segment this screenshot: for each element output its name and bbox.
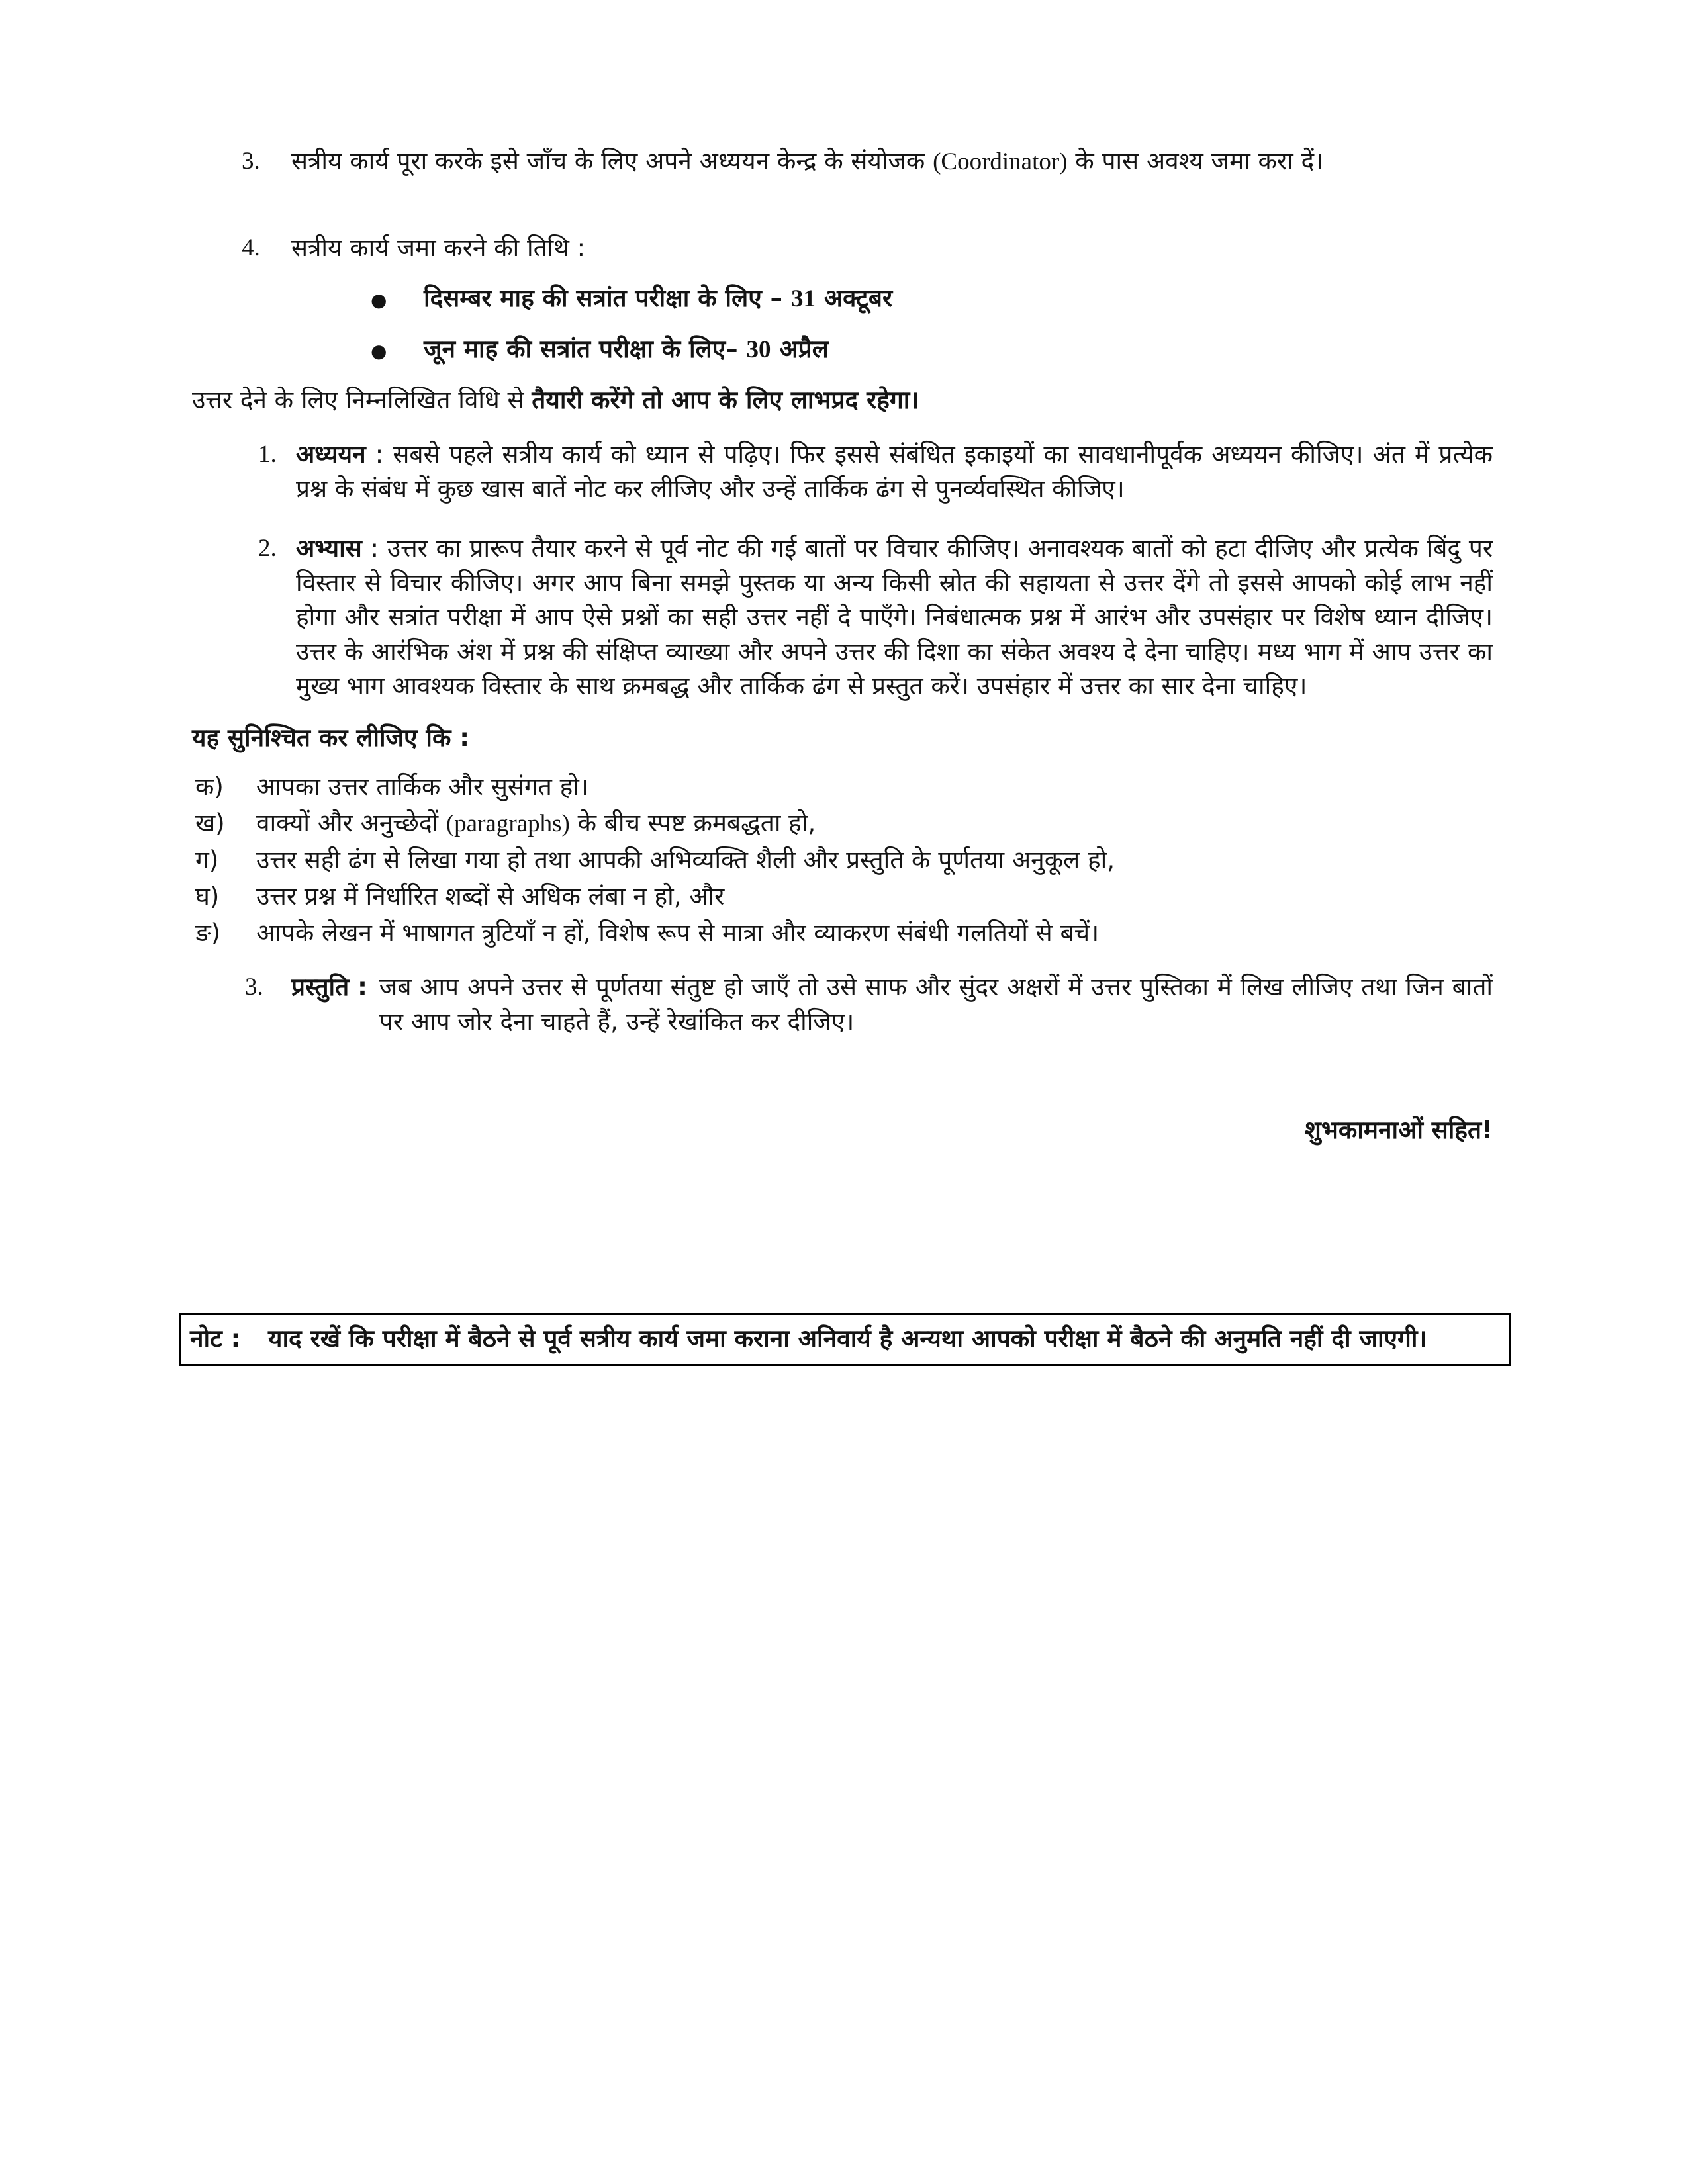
step-1-number: 1. bbox=[258, 441, 277, 468]
date-text: जून माह की सत्रांत परीक्षा के लिए– bbox=[424, 335, 747, 363]
step-2-separator: : bbox=[361, 534, 387, 563]
checklist-letter: ग) bbox=[195, 846, 219, 874]
item-4-number: 4. bbox=[242, 234, 260, 261]
checklist-letter: क) bbox=[195, 772, 224, 801]
note-body: याद रखें कि परीक्षा में बैठने से पूर्व सत्रीय कार्य जमा कराना अनिवार्य है अन्यथा आपको परीक्षा में बैठने की अनुमति नहीं दी जाएगी। bbox=[268, 1324, 1427, 1353]
step-1-label: अध्ययन bbox=[296, 440, 366, 469]
study-step-2 bbox=[258, 531, 1493, 704]
item-3-text bbox=[291, 144, 1493, 179]
bullet-icon: ● bbox=[371, 289, 387, 311]
date-number: 30 bbox=[746, 336, 771, 363]
checklist-item-ga bbox=[195, 843, 1493, 878]
submission-date-june-text bbox=[424, 332, 829, 367]
date-number: 31 bbox=[790, 285, 816, 312]
date-text: दिसम्बर माह की सत्रांत परीक्षा के लिए – bbox=[424, 284, 791, 312]
submission-date-december-text bbox=[424, 281, 892, 316]
step-3-number: 3. bbox=[245, 974, 263, 1001]
checklist-item-nga bbox=[195, 916, 1493, 950]
checklist-letter: ङ) bbox=[195, 919, 221, 947]
checklist-item-ka bbox=[195, 770, 1493, 804]
intro-normal-text: उत्तर देने के लिए निम्नलिखित विधि से bbox=[192, 386, 532, 414]
checklist-letter: ख) bbox=[195, 809, 225, 837]
step-2-label: अभ्यास bbox=[296, 534, 362, 563]
item-4-text: सत्रीय कार्य जमा करने की तिथि : bbox=[291, 234, 586, 262]
intro-bold-text: तैयारी करेंगे तो आप के लिए लाभप्रद रहेगा। bbox=[532, 386, 919, 414]
step-2-paragraph bbox=[296, 531, 1493, 704]
instruction-item-4 bbox=[242, 231, 1493, 265]
checklist-kha-before: वाक्यों और अनुच्छेदों bbox=[256, 809, 446, 837]
study-step-3 bbox=[245, 970, 1493, 1039]
closing-wishes: शुभकामनाओं सहित! bbox=[1304, 1116, 1493, 1144]
step-2-body: उत्तर का प्रारूप तैयार करने से पूर्व नोट की गई बातों पर विचार कीजिए। अनावश्यक बातों को हटा दीजिए और प्रत्येक बिंदु पर विस्तार से विचार कीजिए। अगर आप बिना समझे पुस्तक या अन्य किसी स्रोत की सहायता से उत्तर देंगे तो इससे आपको कोई लाभ नहीं होगा और सत्रांत परीक्षा में आप ऐसे प्रश्नों का सही उत्तर नहीं दे पाएँगे। निबंधात्मक प्रश्न में आरंभ और उपसंहार पर विशेष ध्यान दीजिए। उत्तर के आरंभिक अंश में प्रश्न की संक्षिप्त व्याख्या और अपने उत्तर की दिशा का संकेत अवश्य दे देना चाहिए। मध्य भाग में आप उत्तर का मुख्य भाग आवश्यक विस्तार के साथ क्रमबद्ध और तार्किक ढंग से प्रस्तुत करें। उपसंहार में उत्तर का सार देना चाहिए। bbox=[296, 534, 1493, 700]
checklist-letter: घ) bbox=[195, 882, 220, 911]
step-1-body: सबसे पहले सत्रीय कार्य को ध्यान से पढ़िए। फिर इससे संबंधित इकाइयों का सावधानीपूर्वक अध्ययन कीजिए। अंत में प्रत्येक प्रश्न के संबंध में कुछ खास बातें नोट कर लीजिए और उन्हें तार्किक ढंग से पुनर्व्यवस्थित कीजिए। bbox=[296, 440, 1493, 503]
checklist-kha-after: के बीच स्पष्ट क्रमबद्धता हो, bbox=[569, 809, 816, 837]
step-1-paragraph bbox=[296, 437, 1493, 506]
checklist bbox=[0, 770, 1688, 950]
checklist-text bbox=[256, 806, 1493, 841]
step-1-separator: : bbox=[365, 440, 393, 469]
checklist-item-kha bbox=[195, 806, 1493, 841]
item-3-number: 3. bbox=[242, 148, 260, 175]
checklist-text: आपके लेखन में भाषागत त्रुटियाँ न हों, विशेष रूप से मात्रा और व्याकरण संबंधी गलतियों से बचें। bbox=[256, 919, 1100, 947]
study-step-1 bbox=[258, 437, 1493, 506]
step-3-label: प्रस्तुति : bbox=[291, 973, 367, 1001]
date-month: अप्रैल bbox=[771, 335, 829, 363]
date-month: अक्टूबर bbox=[815, 284, 893, 312]
submission-date-december bbox=[371, 281, 1493, 318]
item-3-latin-term: (Coordinator) bbox=[933, 148, 1068, 175]
checklist-item-gha bbox=[195, 880, 1493, 914]
item-3-text-after: के पास अवश्य जमा करा दें। bbox=[1067, 147, 1324, 175]
checklist-heading: यह सुनिश्चित कर लीजिए कि : bbox=[192, 723, 470, 752]
note-box bbox=[179, 1313, 1511, 1366]
checklist-text: आपका उत्तर तार्किक और सुसंगत हो। bbox=[256, 772, 588, 801]
checklist-text: उत्तर सही ढंग से लिखा गया हो तथा आपकी अभिव्यक्ति शैली और प्रस्तुति के पूर्णतया अनुकूल हो, bbox=[256, 846, 1115, 874]
checklist-kha-latin: (paragraphs) bbox=[445, 810, 570, 837]
item-3-text-before: सत्रीय कार्य पूरा करके इसे जाँच के लिए अपने अध्ययन केन्द्र के संयोजक bbox=[291, 147, 933, 175]
checklist-text: उत्तर प्रश्न में निर्धारित शब्दों से अधिक लंबा न हो, और bbox=[256, 882, 725, 911]
submission-dates-list bbox=[0, 281, 1688, 369]
preparation-intro-line bbox=[192, 383, 1493, 418]
submission-date-june bbox=[371, 332, 1493, 369]
note-label: नोट : bbox=[190, 1324, 241, 1353]
step-3-body: जब आप अपने उत्तर से पूर्णतया संतुष्ट हो जाएँ तो उसे साफ और सुंदर अक्षरों में उत्तर पुस्तिका में लिख लीजिए तथा जिन बातों पर आप जोर देना चाहते हैं, उन्हें रेखांकित कर दीजिए। bbox=[379, 973, 1493, 1036]
bullet-icon: ● bbox=[371, 340, 387, 362]
step-2-number: 2. bbox=[258, 535, 277, 562]
instruction-item-3 bbox=[242, 144, 1493, 179]
